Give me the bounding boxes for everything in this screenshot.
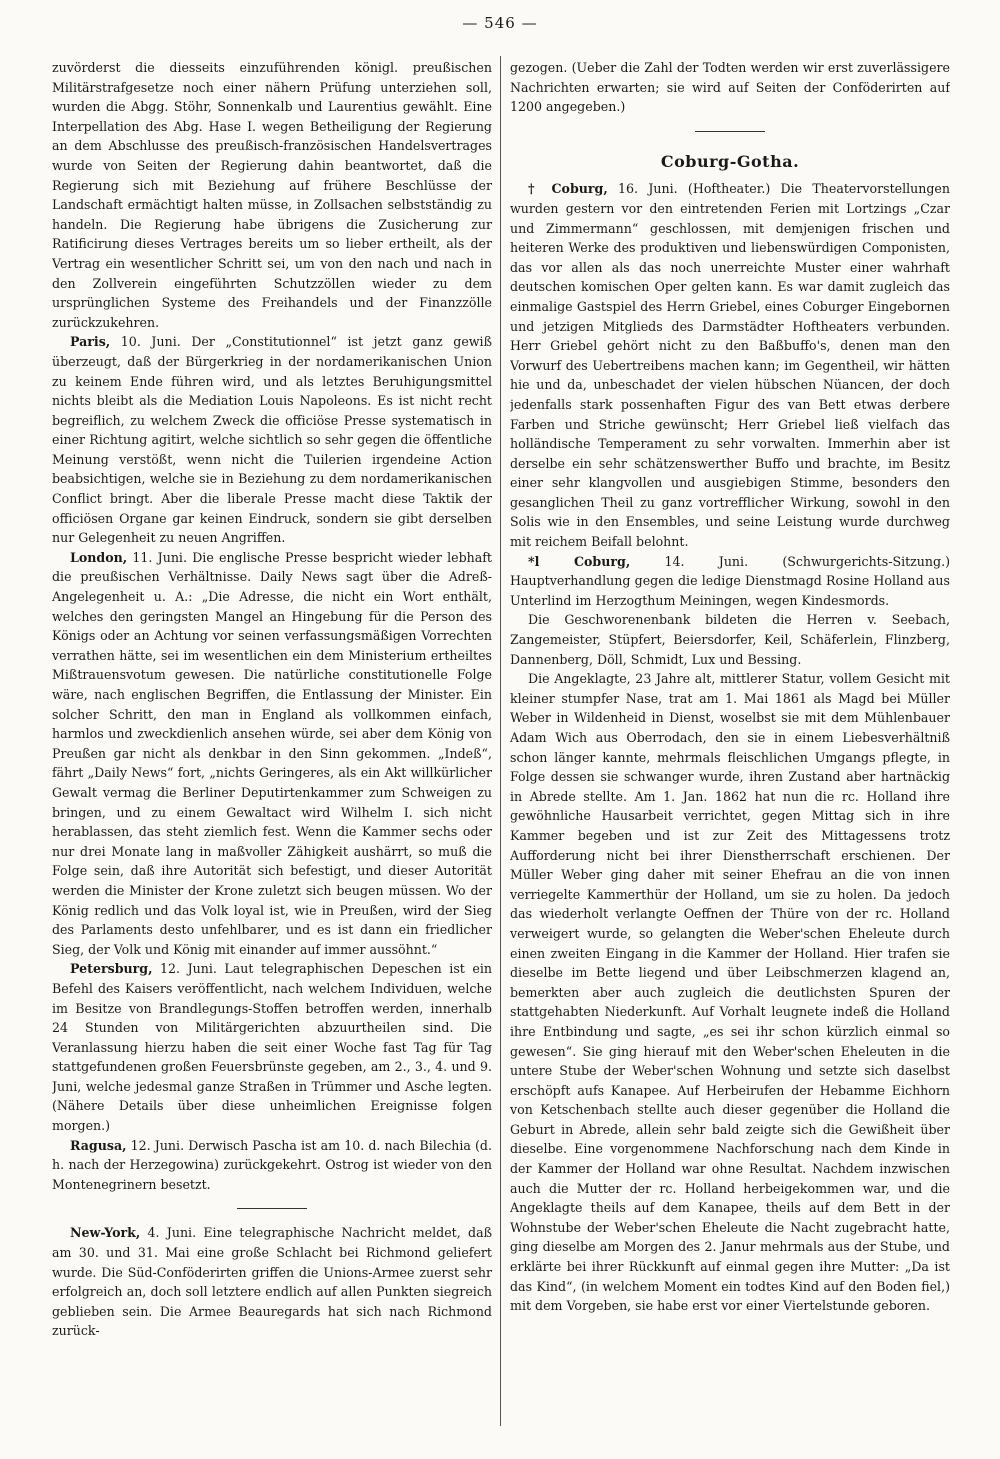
dateline-place: Petersburg, [70,961,153,977]
article-petersburg [52,959,492,1135]
article-text: Die Geschworenenbank bildeten die Herren v. Seebach, Zangemeister, Stüpfert, Beiersdorfer, Keil, Schäferlein, Flinzberg, Dannenberg, Döll, Schmidt, Lux und Bessing. [510,612,950,667]
page-number-value: 546 [484,14,516,32]
article-text: 11. Juni. Die englische Presse bespricht wieder lebhaft die preußischen Verhältnisse. Daily News sagt über die Adreß-Angelegenheit u. A.: „Die Adresse, die nicht ein Wort enthält, welches den geringsten Mangel an Hingebung für die Person des Königs oder an Achtung vor seinen verfassungsmäßigen Vorrechten verrathen hätte, sei im wesentlichen ein dem Ministerium ertheiltes Mißtrauensvotum gewesen. Die natürliche constitutionelle Folge wäre, nach englischen Begriffen, die Entlassung der Minister. Ein solcher Schritt, den man in England als vollkommen einfach, harmlos und zweckdienlich ansehen würde, sei aber dem König von Preußen gar nicht als denkbar in den Sinn gekommen. „Indeß“, fährt „Daily News“ fort, „nichts Geringeres, als ein Akt willkürlicher Gewalt vermag die Berliner Deputirtenkammer zum Schweigen zu bringen, und zu einem Gewaltact wird Wilhelm I. sich nicht herablassen, das steht ziemlich fest. Wenn die Kammer sechs oder nur drei Monate lang in maßvoller Zähigkeit aushärrt, so muß die Folge sein, daß ihre Autorität sich befestigt, und dieser Autorität werden die Minister der Krone zuletzt sich beugen müssen. Wo der König redlich und das Volk loyal ist, wie in Preußen, wird der Sieg des Parlaments desto unfehlbarer, und es ist dann ein friedlicher Sieg, der Volk und König mit einander auf immer aussöhnt.“ [52,549,492,957]
section-divider [695,131,765,132]
article-text: 14. Juni. (Schwurgerichts-Sitzung.) Hauptverhandlung gegen die ledige Dienstmagd Rosine Holland aus Unterlind im Herzogthum Meiningen, wegen Kindesmords. [510,553,950,608]
dateline-place: *l Coburg, [528,553,631,569]
right-column [510,58,950,1438]
article-london [52,548,492,959]
dateline-place: New-York, [70,1225,141,1241]
column-divider [500,56,501,1426]
article-text: 16. Juni. (Hoftheater.) Die Theatervorstellungen wurden gestern vor den eintretenden Ferien mit Lortzings „Czar und Zimmermann“ geschlossen, mit demjenigen frischen und heiteren Werke des produktiven und liebenswürdigen Componisten, das vor allen als das noch unerreichte Muster einer wahrhaft deutschen komischen Oper gelten kann. Es war damit zugleich das einmalige Gastspiel des Herrn Griebel, eines Coburger Eingebornen und jetzigen Mitglieds des Darmstädter Hoftheaters verbunden. Herr Griebel gehört nicht zu den Baßbuffo's, denen man den Vorwurf des Uebertreibens machen kann; im Gegentheil, wir hätten hie und da, unbeschadet der vielen hübschen Nüancen, der doch jedenfalls stark possenhaften Figur des van Bett etwas derbere Farben und Striche gewünscht; Herr Griebel ließ vielfach das holländische Temperament zu sehr vorwalten. Immerhin aber ist derselbe ein sehr schätzenswerther Buffo und brachte, im Besitz einer sehr klangvollen und ausgiebigen Stimme, besonders den gesanglichen Theil zu ganz vortrefflicher Wirkung, sowohl in den Solis wie in den Ensembles, und seine Leistung wurde durchweg mit reichem Beifall belohnt. [510,181,950,550]
article-text: Die Angeklagte, 23 Jahre alt, mittlerer Statur, vollem Gesicht mit kleiner stumpfer Nase, trat am 1. Mai 1861 als Magd bei Müller Weber in Wildenheid in Dienst, woselbst sie mit dem Mühlenbauer Adam Wich aus Oberrodach, den sie in einem Liebesverhältniß schon länger kannte, mehrmals fleischlichen Umgangs pflegte, in Folge dessen sie schwanger wurde, ihren Zustand aber hartnäckig in Abrede stellte. Am 1. Jan. 1862 hat nun die rc. Holland ihre gewöhnliche Hausarbeit verrichtet, gegen Mittag sich in ihre Kammer begeben und ist zur Zeit des Mittagessens trotz Aufforderung nicht bei ihrer Dienstherrschaft erschienen. Der Müller Weber ging daher mit seiner Ehefrau an die von innen verriegelte Kammerthür der Holland, um sie zu holen. Da jedoch das wiederholt verlangte Oeffnen der Thüre von der rc. Holland verweigert wurde, so gelangten die Weber'schen Eheleute durch einen zweiten Eingang in die Kammer der Holland. Hier trafen sie dieselbe im Bette liegend und über Leibschmerzen klagend an, bemerkten aber auch zugleich die deutlichsten Spuren der stattgehabten Niederkunft. Auf Vorhalt leugnete indeß die Holland ihre Entbindung und sagte, „es sei ihr schon kürzlich einmal so gewesen“. Sie ging hierauf mit den Weber'schen Eheleuten in die untere Stube der Weber'schen Wohnung und setzte sich daselbst erschöpft aufs Kanapee. Auf Herbeirufen der Hebamme Eichhorn von Ketschenbach stellte auch dieser gegenüber die Holland die Geburt in Abrede, allein sehr bald zeigte sich die Gewißheit über dieselbe. Eine vorgenommene Nachforschung nach dem Kinde in der Kammer der Holland war ohne Resultat. Nachdem inzwischen auch die Mutter der rc. Holland herbeigekommen war, und die Angeklagte theils auf dem Kanapee, theils auf dem Bett in der Wohnstube der Weber'schen Eheleute die Nacht zugebracht hatte, ging dieselbe am Morgen des 2. Janur mehrmals aus der Stube, und erklärte bei ihrer Rückkunft auf einmal gegen ihre Mutter: „Da ist das Kind“, (in welchem Moment ein todtes Kind auf den Boden fiel,) mit dem Vorgeben, sie habe erst vor einer Viertelstunde geboren. [510,671,950,1314]
left-column [52,58,492,1438]
dateline-place: Ragusa, [70,1137,127,1153]
article-coburg-theater [510,179,950,551]
dateline-place: † Coburg, [528,181,608,197]
article-newyork [52,1223,492,1341]
article-text: 12. Juni. Laut telegraphischen Depeschen ist ein Befehl des Kaisers veröffentlicht, nach welchem Individuen, welche im Besitze von Brandlegungs-Stoffen betroffen werden, innerhalb 24 Stunden von Militärgerichten abzuurtheilen sind. Die Veranlassung hierzu haben die seit einer Woche fast Tag für Tag stattgefundenen großen Feuersbrünste gegeben, am 2., 3., 4. und 9. Juni, welche jedesmal ganze Straßen in Trümmer und Asche legten. (Nähere Details über diese unheimlichen Ereignisse folgen morgen.) [52,961,492,1134]
article-text: 12. Juni. Derwisch Pascha ist am 10. d. nach Bilechia (d. h. nach der Herzegowina) zurückgekehrt. Ostrog ist wieder von den Montenegrinern besetzt. [52,1137,492,1192]
article-coburg-court [510,552,950,611]
section-heading: Coburg-Gotha. [660,151,800,171]
article-text: zuvörderst die diesseits einzuführenden königl. preußischen Militärstrafgesetze noch einer nähern Prüfung unterziehen soll, wurden die Abgg. Stöhr, Sonnenkalb und Laurentius gewählt. Eine Interpellation des Abg. Hase I. wegen Betheiligung der Regierung an dem Abschlusse des preußisch-französischen Handelsvertrages wurde von Seiten der Regierung dahin beantwortet, daß die Regierung sich mit Beziehung auf frühere Beschlüsse der Landschaft ermächtigt halten müsse, in Zollsachen selbstständig zu handeln. Die Regierung habe übrigens die Zusicherung zur Ratificirung dieses Vertrages bereits um so lieber ertheilt, als der Vertrag ein wesentlicher Schritt sei, um von den nach und nach in den Zollverein eingeführten Schutzzöllen wieder zu dem ursprünglichen Systeme des Freihandels und der Finanzzölle zurückzukehren. [52,60,492,330]
article-paris [52,332,492,548]
article-text: 10. Juni. Der „Constitutionnel“ ist jetzt ganz gewiß überzeugt, daß der Bürgerkrieg in der nordamerikanischen Union zu keinem Ende führen wird, und als letztes Beruhigungsmittel nichts bleibt als die Mediation Louis Napoleons. Es ist nicht recht begreiflich, zu welchem Zweck die officiöse Presse systematisch in einer Richtung agitirt, welche sichtlich so sehr gegen die öffentliche Meinung verstößt, wenn nicht die Tuilerien irgendeine Action beabsichtigen, welche sie in Beziehung zu dem nordamerikanischen Conflict bringt. Aber die liberale Presse macht diese Taktik der officiösen Organe gar keinen Eindruck, sondern sie gibt derselben nur Gelegenheit zu neuen Angriffen. [52,334,492,546]
dateline-place: Paris, [70,334,111,350]
dateline-place: London, [70,549,128,565]
page-number: — 546 — [462,14,538,32]
article-text: 4. Juni. Eine telegraphische Nachricht meldet, daß am 30. und 31. Mai eine große Schlacht bei Richmond geliefert wurde. Die Süd-Conföderirten griffen die Unions-Armee zuerst sehr erfolgreich an, doch soll letztere endlich auf allen Punkten siegreich geblieben sein. Die Armee Beauregards hat sich nach Richmond zurück- [52,1225,492,1339]
section-divider [237,1208,307,1209]
article-ragusa [52,1136,492,1195]
article-text: gezogen. (Ueber die Zahl der Todten werden wir erst zuverlässigere Nachrichten erwarten; sie wird auf Seiten der Conföderirten auf 1200 angegeben.) [510,60,950,115]
